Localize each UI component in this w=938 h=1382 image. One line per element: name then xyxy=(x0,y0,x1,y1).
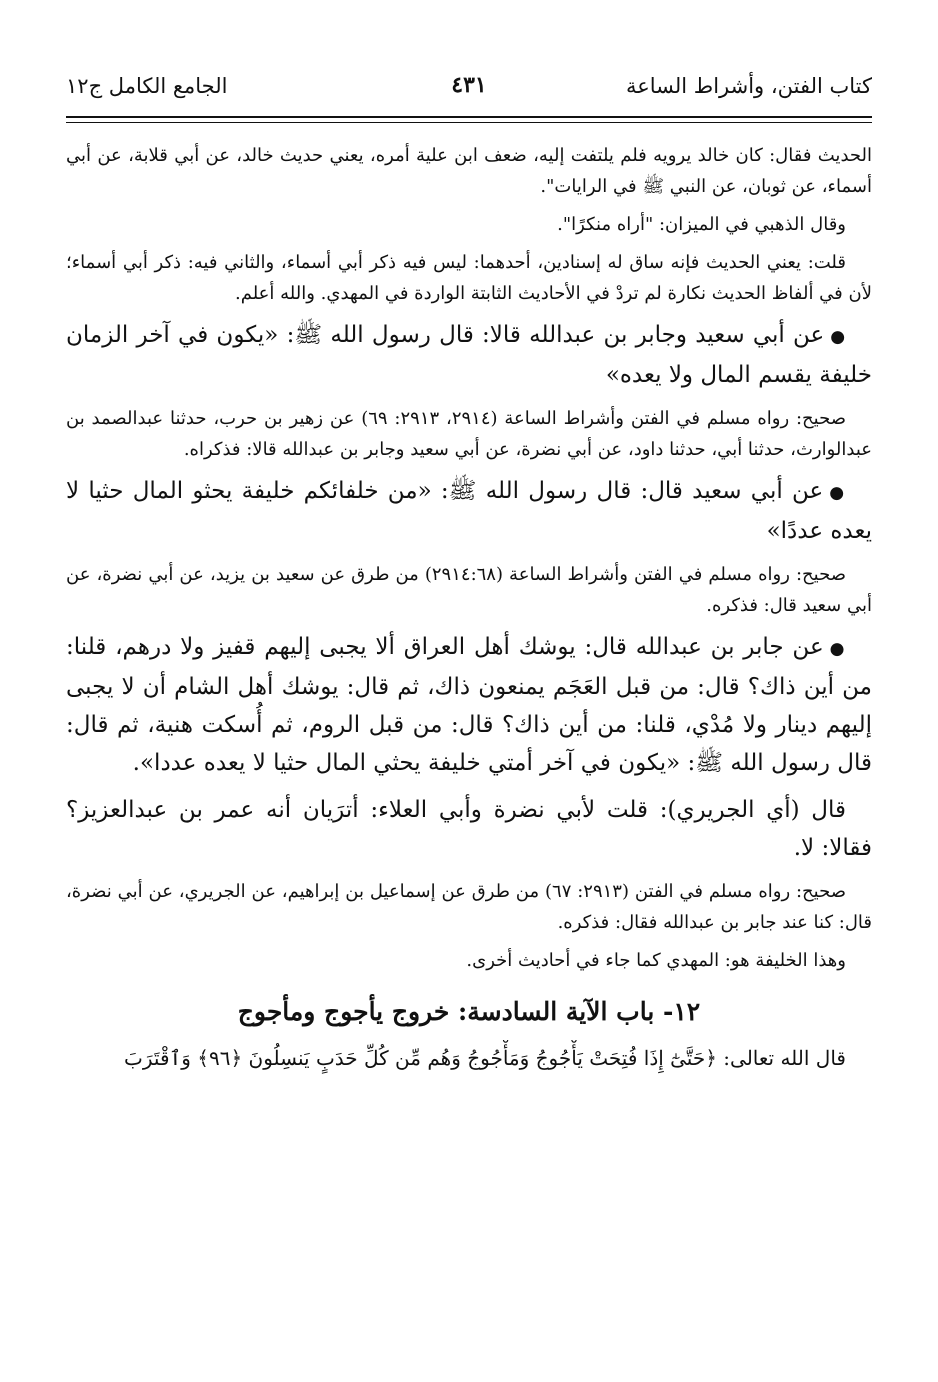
running-title-volume: الجامع الكامل ج١٢ xyxy=(66,74,228,98)
page-body xyxy=(66,140,872,1076)
paragraph-note xyxy=(66,876,872,938)
paragraph-text: صحيح: رواه مسلم في الفتن وأشراط الساعة (٢٩١٤:٦٨) من طرق عن سعيد بن يزيد، عن أبي نضرة، عن أبي سعيد قال: فذكره. xyxy=(66,564,872,616)
bullet-icon: ● xyxy=(830,327,846,347)
bullet-icon: ● xyxy=(829,483,846,503)
paragraph-text: صحيح: رواه مسلم في الفتن وأشراط الساعة (٢٩١٤، ٢٩١٣: ٦٩) عن زهير بن حرب، حدثنا عبدالصمد بن عبدالوارث، حدثنا أبي، حدثنا داود، عن أبي نضرة، عن أبي سعيد وجابر بن عبدالله قالا: فذكراه. xyxy=(66,408,872,460)
page-number: ٤٣١ xyxy=(451,72,487,98)
paragraph-note xyxy=(66,209,872,240)
header-rule-thin xyxy=(66,122,872,123)
paragraph-text: عن أبي سعيد وجابر بن عبدالله قالا: قال رسول الله ﷺ: «يكون في آخر الزمان خليفة يقسم المال ولا يعده» xyxy=(66,322,872,388)
page-header xyxy=(66,70,872,110)
header-rule-thick xyxy=(66,116,872,118)
running-title-section: كتاب الفتن، وأشراط الساعة xyxy=(625,74,872,98)
paragraph-text: قلت: يعني الحديث فإنه ساق له إسنادين، أحدهما: ليس فيه ذكر أبي أسماء، والثاني فيه: ذكر أبي أسماء؛ لأن في ألفاظ الحديث نكارة لم تردْ في الأحاديث الثابتة الواردة في المهدي. والله أعلم. xyxy=(66,252,872,304)
paragraph-text: عن أبي سعيد قال: قال رسول الله ﷺ: «من خلفائكم خليفة يحثو المال حثيا لا يعده عددًا» xyxy=(66,478,872,544)
paragraph-note xyxy=(66,403,872,465)
paragraph-note xyxy=(66,140,872,202)
paragraph-text: قال (أي الجريري): قلت لأبي نضرة وأبي العلاء: أترَيان أنه عمر بن عبدالعزيز؟ فقالا: لا. xyxy=(66,797,872,861)
paragraph-text: وقال الذهبي في الميزان: "أراه منكرًا". xyxy=(557,214,846,235)
paragraph-hadith xyxy=(66,316,872,394)
quran-verse-line: قال الله تعالى: ﴿حَتَّىٰٓ إِذَا فُتِحَتْ يَأْجُوجُ وَمَأْجُوجُ وَهُم مِّن كُلِّ حَدَبٍ يَنسِلُونَ ﴿٩٦﴾ وَٱقْتَرَبَ xyxy=(124,1046,846,1070)
section-heading: ١٢- باب الآية السادسة: خروج يأجوج ومأجوج xyxy=(237,997,701,1026)
paragraph-note xyxy=(66,559,872,621)
paragraph-text: عن جابر بن عبدالله قال: يوشك أهل العراق ألا يجبى إليهم قفيز ولا درهم، قلنا: من أين ذاك؟ قال: من قبل العَجَم يمنعون ذاك، ثم قال: يوشك أهل الشام أن لا يجبى إليهم دينار ولا مُدْي، قلنا: من أين ذاك؟ قال: من قبل الروم، ثم أُسكت هنية، ثم قال: قال رسول الله ﷺ: «يكون في آخر أمتي خليفة يحثي المال حثيا لا يعده عددا». xyxy=(66,634,872,776)
paragraph-text: الحديث فقال: كان خالد يرويه فلم يلتفت إليه، ضعف ابن علية أمره، يعني حديث خالد، عن أبي قلابة، عن أبي أسماء، عن ثوبان، عن النبي ﷺ في الرايات". xyxy=(66,145,872,197)
paragraph-text: وهذا الخليفة هو: المهدي كما جاء في أحاديث أخرى. xyxy=(466,950,846,971)
bullet-icon: ● xyxy=(829,639,846,659)
paragraph-hadith xyxy=(66,628,872,782)
paragraph-hadith xyxy=(66,791,872,867)
paragraph-hadith xyxy=(66,472,872,550)
paragraph-note xyxy=(66,247,872,309)
paragraph-text: صحيح: رواه مسلم في الفتن (٢٩١٣: ٦٧) من طرق عن إسماعيل بن إبراهيم، عن الجريري، عن أبي نضرة، قال: كنا عند جابر بن عبدالله فقال: فذكره. xyxy=(66,881,872,933)
paragraph-note xyxy=(66,945,872,976)
